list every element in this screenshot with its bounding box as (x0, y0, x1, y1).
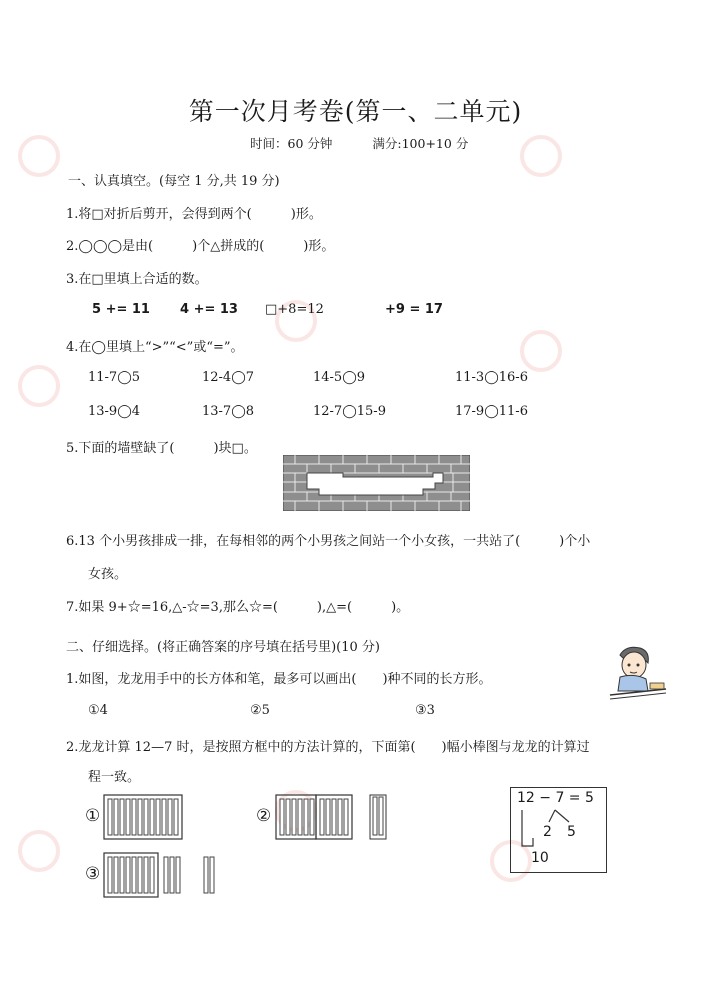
s2-q2-line2: 程一致。 (88, 770, 141, 785)
q4-item: 11-3◯16-6 (455, 370, 528, 385)
section2-heading: 二、仔细选择。(将正确答案的序号填在括号里)(10 分) (66, 640, 380, 655)
q4-item: 12-7◯15-9 (313, 404, 386, 419)
calc-equation: 12 − 7 = 5 (517, 790, 594, 806)
calc-ten: 10 (531, 850, 549, 866)
s2-q1: 1.如图，龙龙用手中的长方体和笔，最多可以画出( )种不同的长方形。 (66, 672, 492, 687)
s1-q3: 3.在□里填上合适的数。 (66, 272, 208, 287)
stick-bundle-figure-2 (275, 794, 395, 840)
q4-item: 13-9◯4 (88, 404, 141, 419)
stick-label-2: ② (256, 806, 272, 826)
q3-eq-1: 5 += 11 (92, 302, 150, 317)
q4-item: 12-4◯7 (202, 370, 255, 385)
s2-q1-option-3: ③3 (415, 703, 435, 718)
stick-bundle-figure-3 (103, 852, 223, 898)
s1-q7: 7.如果 9+☆=16,△-☆=3,那么☆=( ),△=( )。 (66, 600, 410, 615)
q4-item: 14-5◯9 (313, 370, 366, 385)
s2-q2-line1: 2.龙龙计算 12—7 时，是按照方框中的方法计算的，下面第( )幅小棒图与龙龙的计算过 (66, 740, 590, 755)
exam-info (250, 134, 468, 152)
s1-q5: 5.下面的墙壁缺了( )块□。 (66, 441, 257, 456)
watermark-logo (18, 135, 60, 177)
section1-heading: 一、认真填空。(每空 1 分,共 19 分) (68, 174, 280, 189)
page-title: 第一次月考卷(第一、二单元) (188, 97, 523, 126)
s1-q1: 1.将□对折后剪开，会得到两个( )形。 (66, 207, 322, 222)
exam-score: 满分:100+10 分 (372, 136, 469, 151)
s1-q6-line1: 6.13 个小男孩排成一排，在每相邻的两个小男孩之间站一个小女孩，一共站了( )个小 (66, 534, 591, 549)
q4-item: 17-9◯11-6 (455, 404, 528, 419)
watermark-logo (18, 365, 60, 407)
watermark-logo (520, 330, 562, 372)
boy-drawing-illustration (606, 645, 668, 703)
q4-item: 13-7◯8 (202, 404, 255, 419)
calculation-method-box (510, 787, 607, 873)
exam-time: 时间：60 分钟 (250, 136, 333, 151)
calc-split-2: 2 (543, 824, 552, 840)
q4-item: 11-7◯5 (88, 370, 141, 385)
q3-eq-2: 4 += 13 (180, 302, 238, 317)
stick-bundle-figure-1 (103, 794, 183, 840)
s1-q2: 2.◯◯◯是由( )个△拼成的( )形。 (66, 239, 335, 254)
s1-q4: 4.在◯里填上“>”“<”或“=”。 (66, 340, 244, 355)
stick-label-1: ① (85, 806, 101, 826)
s1-q6-line2: 女孩。 (88, 567, 128, 582)
s2-q1-option-2: ②5 (250, 703, 270, 718)
watermark-logo (18, 830, 60, 872)
watermark-logo (520, 135, 562, 177)
stick-label-3: ③ (85, 864, 101, 884)
q3-eq-3: □+8=12 (265, 302, 324, 317)
q3-eq-4: +9 = 17 (385, 302, 443, 317)
calc-split-5: 5 (567, 824, 576, 840)
s2-q1-option-1: ①4 (88, 703, 108, 718)
brick-wall-figure (283, 455, 470, 511)
